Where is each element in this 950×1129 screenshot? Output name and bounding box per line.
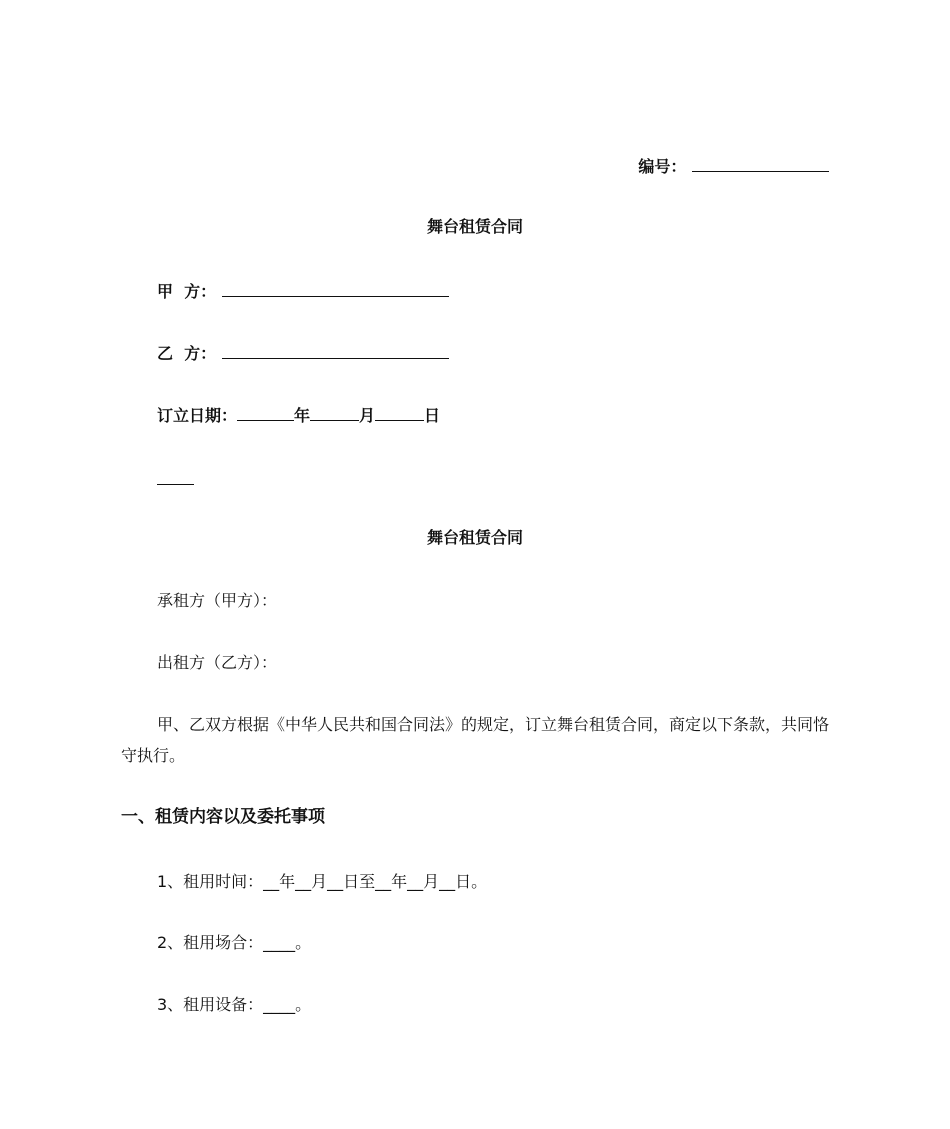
day-blank[interactable] [375, 403, 424, 421]
section-1-heading: 一、租赁内容以及委托事项 [121, 807, 325, 827]
item-rental-equipment: 3、租用设备：____。 [157, 995, 312, 1014]
day-label: 日 [424, 406, 441, 425]
month-blank[interactable] [310, 403, 359, 421]
party-b-label: 乙 方： [157, 344, 217, 363]
year-blank[interactable] [237, 403, 294, 421]
contract-title: 舞台租赁合同 [426, 528, 523, 547]
lessor-line: 出租方（乙方）： [157, 653, 278, 672]
lessee-line: 承租方（甲方）： [157, 591, 278, 610]
separator-rule [157, 484, 194, 485]
sign-date-label: 订立日期： [157, 406, 238, 425]
party-b-blank[interactable] [222, 341, 449, 359]
cover-title: 舞台租赁合同 [426, 217, 523, 236]
intro-paragraph: 甲、乙双方根据《中华人民共和国合同法》的规定，订立舞台租赁合同，商定以下条款，共同恪守执行。 [121, 715, 830, 765]
item-rental-venue: 2、租用场合：____。 [157, 933, 312, 952]
contract-number-row [638, 154, 829, 178]
month-label: 月 [359, 406, 376, 425]
contract-number-blank[interactable] [692, 154, 829, 172]
party-a-blank[interactable] [222, 279, 449, 297]
item-rental-time: 1、租用时间：__年__月__日至__年__月__日。 [157, 872, 488, 891]
year-label: 年 [294, 406, 311, 425]
party-a-row [157, 279, 449, 303]
contract-number-label: 编号： [638, 157, 687, 176]
party-a-label: 甲 方： [157, 282, 217, 301]
party-b-row [157, 341, 449, 365]
sign-date-row [157, 403, 440, 427]
